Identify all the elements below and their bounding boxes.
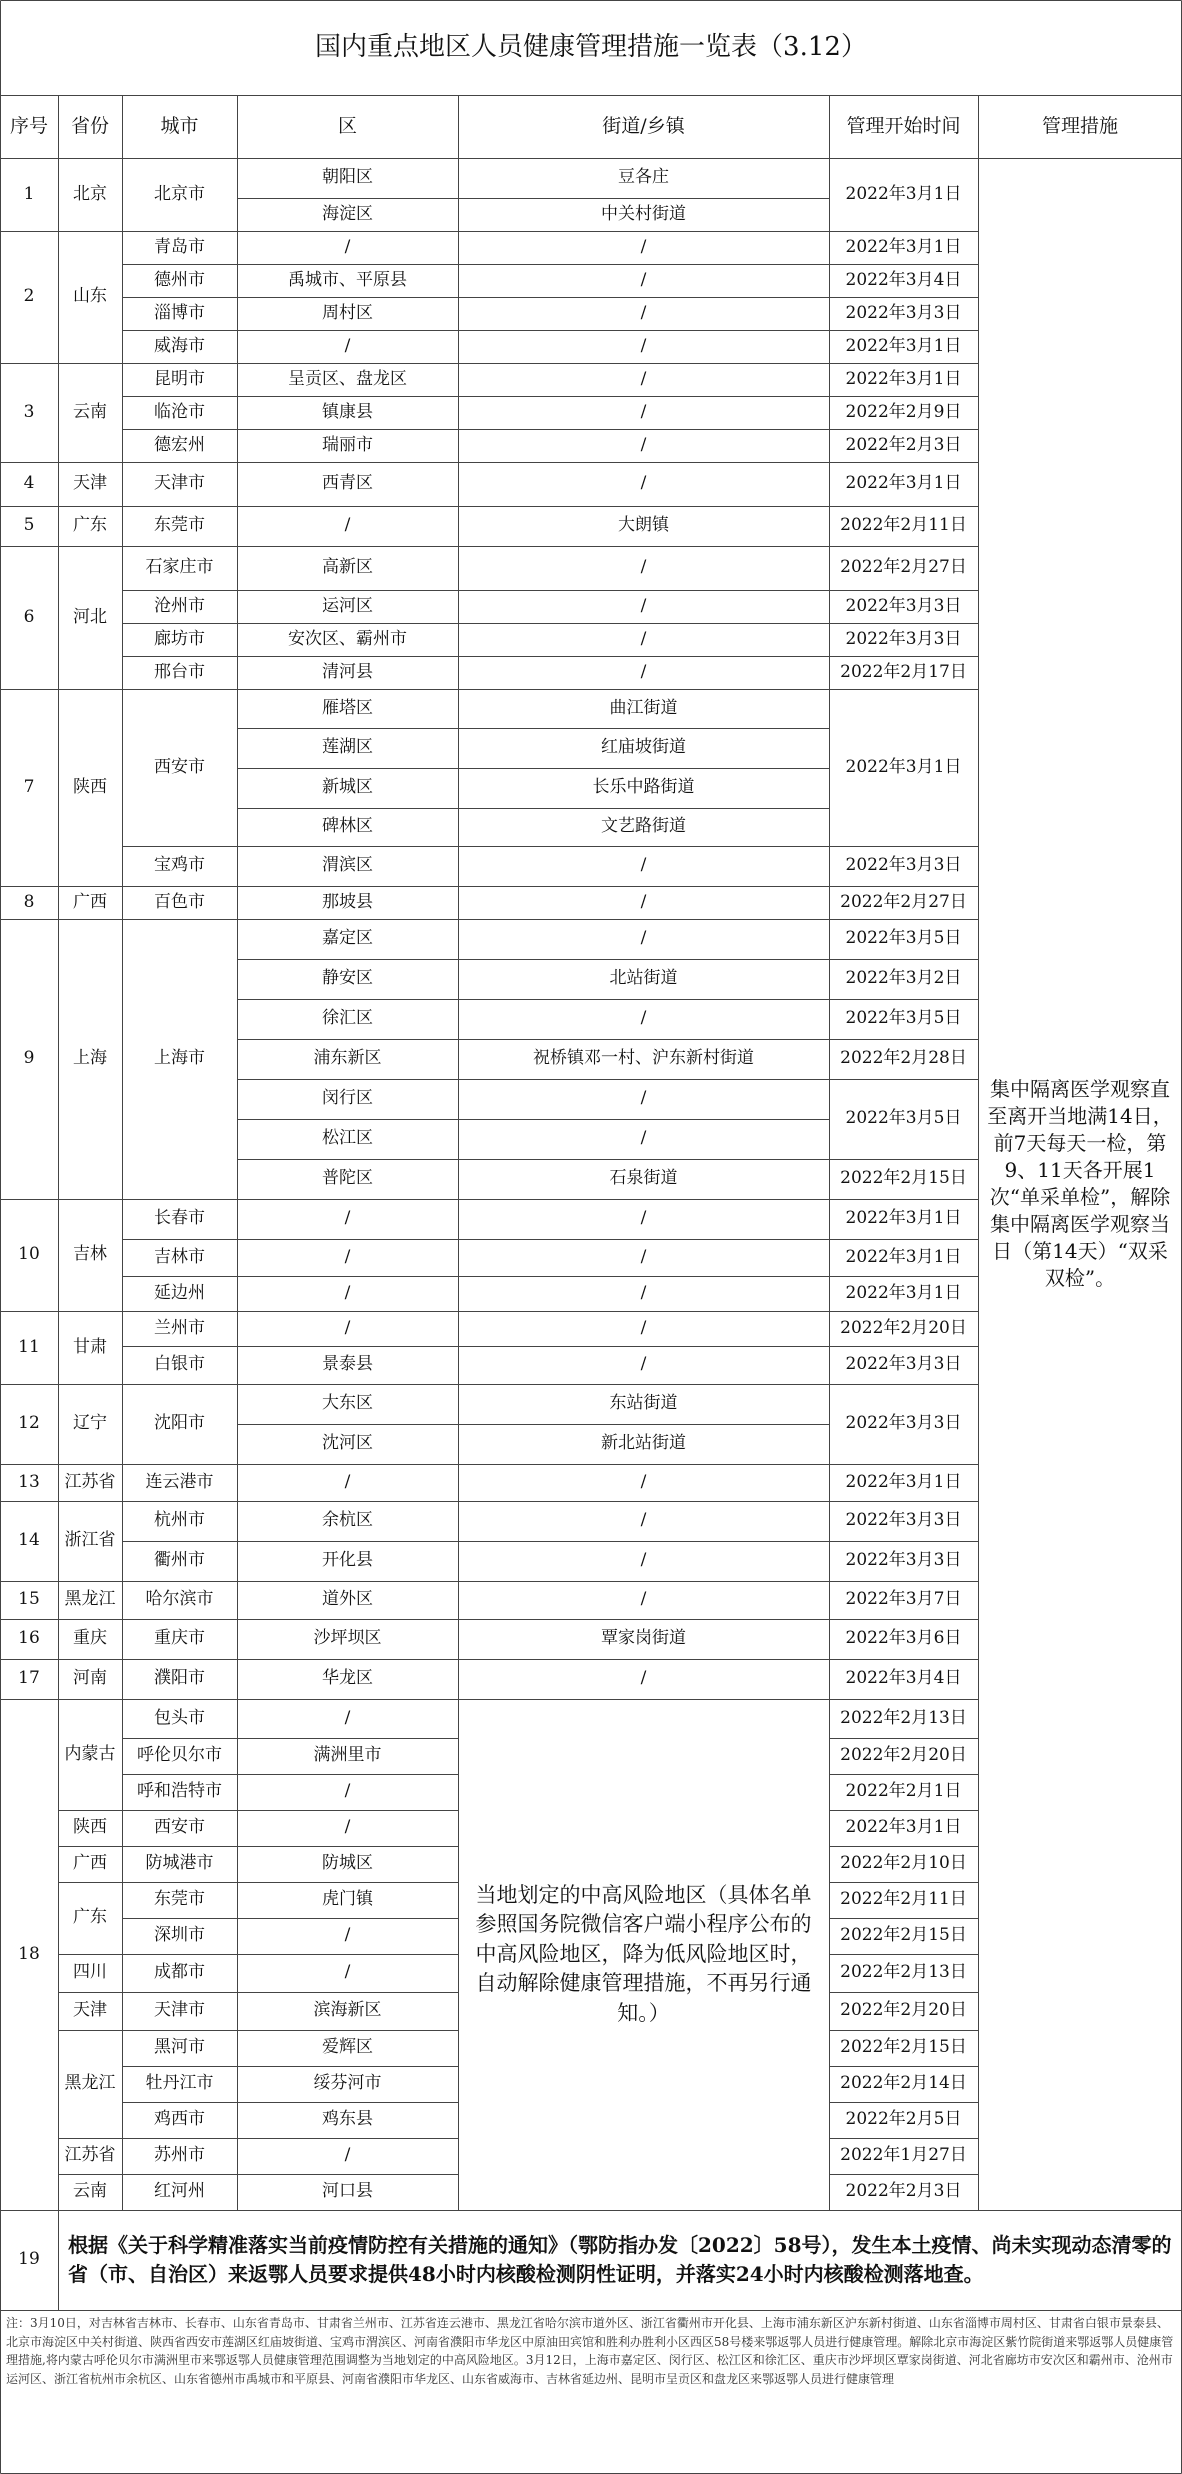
city-cell: 临沧市 bbox=[154, 401, 205, 422]
date-cell: 2022年1月27日 bbox=[840, 2145, 967, 2166]
city-cell: 呼和浩特市 bbox=[137, 1781, 222, 1802]
district-cell: 滨海新区 bbox=[313, 2000, 382, 2021]
city-cell: 牡丹江市 bbox=[145, 2073, 214, 2094]
date-cell: 2022年3月1日 bbox=[845, 756, 962, 777]
district-cell: 雁塔区 bbox=[322, 697, 373, 718]
date-cell: 2022年2月20日 bbox=[840, 2000, 967, 2021]
street-cell: 豆各庄 bbox=[618, 167, 669, 188]
city-cell: 延边州 bbox=[154, 1282, 205, 1303]
date-cell: 2022年2月3日 bbox=[845, 2181, 962, 2202]
city-cell: 防城港市 bbox=[145, 1853, 214, 1874]
district-cell: 鸡东县 bbox=[322, 2109, 373, 2130]
city-cell: 天津市 bbox=[154, 2000, 205, 2021]
district-cell: 沙坪坝区 bbox=[313, 1628, 382, 1649]
date-cell: 2022年2月17日 bbox=[840, 661, 967, 682]
row-index: 15 bbox=[18, 1589, 40, 1610]
province-cell: 上海 bbox=[73, 1048, 107, 1069]
date-cell: 2022年3月1日 bbox=[845, 368, 962, 389]
street-cell: 曲江街道 bbox=[609, 697, 678, 718]
city-cell: 深圳市 bbox=[154, 1925, 205, 1946]
row-index: 18 bbox=[18, 1943, 40, 1964]
street-cell: / bbox=[640, 595, 647, 616]
city-cell: 呼伦贝尔市 bbox=[137, 1745, 222, 1766]
street-cell: / bbox=[640, 1510, 647, 1531]
date-cell: 2022年3月4日 bbox=[845, 269, 962, 290]
date-cell: 2022年3月2日 bbox=[845, 968, 962, 989]
street-cell: / bbox=[640, 1354, 647, 1375]
province-cell: 江苏省 bbox=[64, 2145, 116, 2166]
header-start-date: 管理开始时间 bbox=[846, 114, 961, 137]
province-cell: 江苏省 bbox=[64, 1471, 116, 1492]
district-cell: 华龙区 bbox=[322, 1668, 373, 1689]
street-cell: 石泉街道 bbox=[609, 1168, 678, 1189]
district-cell: 绥芬河市 bbox=[313, 2073, 382, 2094]
province-cell: 广西 bbox=[73, 1853, 107, 1874]
province-cell: 广西 bbox=[73, 891, 107, 912]
date-cell: 2022年2月9日 bbox=[845, 401, 962, 422]
row-index: 6 bbox=[23, 606, 35, 627]
date-cell: 2022年3月5日 bbox=[845, 1108, 962, 1129]
street-cell: / bbox=[640, 1282, 647, 1303]
date-cell: 2022年3月1日 bbox=[845, 1282, 962, 1303]
district-cell: / bbox=[344, 1246, 351, 1267]
district-cell: / bbox=[344, 236, 351, 257]
province-cell: 天津 bbox=[73, 2000, 107, 2021]
district-cell: 爱辉区 bbox=[322, 2037, 373, 2058]
table-title: 国内重点地区人员健康管理措施一览表（3.12） bbox=[315, 32, 867, 63]
city-cell: 长春市 bbox=[154, 1208, 205, 1229]
district-cell: 周村区 bbox=[322, 302, 373, 323]
date-cell: 2022年3月7日 bbox=[845, 1589, 962, 1610]
row-index: 8 bbox=[23, 891, 35, 912]
street-cell: 中关村街道 bbox=[601, 203, 686, 224]
street-cell: / bbox=[640, 1246, 647, 1267]
row-index: 17 bbox=[18, 1668, 40, 1689]
street-cell: 红庙坡街道 bbox=[601, 737, 686, 758]
footnote: 注：3月10日，对吉林省吉林市、长春市、山东省青岛市、甘肃省兰州市、江苏省连云港市、黑龙江省哈尔滨市道外区、浙江省衢州市开化县、上海市浦东新区沪东新村街道、山东省淄博市周村区、甘肃省白银市景泰县、北京市海淀区中关村街道、陕西省西安市莲湖区红庙坡街道、宝鸡市渭滨区、河南省濮阳市华龙区中原油田宾馆和胜利办胜利小区西区58号楼来鄂返鄂人员进行健康管理。解除北京市海淀区紫竹院街道来鄂返鄂人员健康管理措施,将内蒙古呼伦贝尔市满洲里市来鄂返鄂人员健康管理范围调整为当地划定的中高风险地区。3月12日，上海市嘉定区、闵行区、松江区和徐汇区、重庆市沙坪坝区覃家岗街道、河北省廊坊市安次区和霸州市、沧州市运河区、浙江省杭州市余杭区、山东省德州市禹城市和平原县、河南省濮阳市华龙区、山东省威海市、吉林省延边州、昆明市呈贡区和盘龙区来鄂返鄂人员进行健康管理 bbox=[6, 2316, 1174, 2386]
city-cell: 青岛市 bbox=[154, 236, 205, 257]
province-cell: 云南 bbox=[73, 2181, 107, 2202]
street-cell: 东站街道 bbox=[609, 1393, 678, 1414]
date-cell: 2022年2月27日 bbox=[840, 557, 967, 578]
city-cell: 北京市 bbox=[154, 183, 205, 204]
row-index: 12 bbox=[18, 1413, 40, 1434]
date-cell: 2022年2月13日 bbox=[840, 1707, 967, 1728]
date-cell: 2022年3月3日 bbox=[845, 302, 962, 323]
city-cell: 廊坊市 bbox=[154, 628, 205, 649]
street-cell: / bbox=[640, 401, 647, 422]
date-cell: 2022年3月1日 bbox=[845, 473, 962, 494]
district-cell: 余杭区 bbox=[322, 1510, 373, 1531]
date-cell: 2022年2月13日 bbox=[840, 1962, 967, 1983]
date-cell: 2022年2月15日 bbox=[840, 1168, 967, 1189]
district-cell: 普陀区 bbox=[322, 1168, 373, 1189]
district-cell: 松江区 bbox=[322, 1128, 373, 1149]
street-cell: / bbox=[640, 1008, 647, 1029]
date-cell: 2022年3月3日 bbox=[845, 855, 962, 876]
district-cell: / bbox=[344, 1707, 351, 1728]
street-cell: / bbox=[640, 1668, 647, 1689]
street-cell: 长乐中路街道 bbox=[592, 777, 695, 798]
district-cell: 海淀区 bbox=[322, 203, 373, 224]
street-cell: / bbox=[640, 434, 647, 455]
row-index: 4 bbox=[23, 473, 35, 494]
street-cell: 覃家岗街道 bbox=[601, 1628, 686, 1649]
date-cell: 2022年2月11日 bbox=[840, 1889, 967, 1910]
city-cell: 红河州 bbox=[154, 2181, 205, 2202]
city-cell: 百色市 bbox=[154, 891, 205, 912]
row-index: 10 bbox=[18, 1244, 40, 1265]
street-cell: / bbox=[640, 928, 647, 949]
province-cell: 天津 bbox=[73, 473, 107, 494]
province-cell: 山东 bbox=[73, 286, 107, 307]
province-cell: 河北 bbox=[73, 606, 107, 627]
province-cell: 内蒙古 bbox=[64, 1743, 116, 1764]
street-cell: / bbox=[640, 855, 647, 876]
row-index: 14 bbox=[18, 1530, 40, 1551]
street-cell: / bbox=[640, 1128, 647, 1149]
row-index: 2 bbox=[23, 286, 35, 307]
city-cell: 苏州市 bbox=[154, 2145, 205, 2166]
province-cell: 广东 bbox=[73, 515, 107, 536]
city-cell: 吉林市 bbox=[154, 1246, 205, 1267]
city-cell: 连云港市 bbox=[145, 1471, 214, 1492]
district-cell: 碑林区 bbox=[322, 816, 373, 837]
header-measures: 管理措施 bbox=[1041, 114, 1118, 137]
row-index: 5 bbox=[23, 515, 35, 536]
district-cell: 大东区 bbox=[322, 1393, 373, 1414]
date-cell: 2022年2月11日 bbox=[840, 515, 967, 536]
city-cell: 天津市 bbox=[154, 473, 205, 494]
district-cell: 徐汇区 bbox=[322, 1008, 373, 1029]
province-cell: 重庆 bbox=[73, 1628, 107, 1649]
district-cell: 莲湖区 bbox=[322, 737, 373, 758]
date-cell: 2022年3月3日 bbox=[845, 1510, 962, 1531]
date-cell: 2022年3月5日 bbox=[845, 928, 962, 949]
district-cell: 西青区 bbox=[322, 473, 373, 494]
street-cell: 大朗镇 bbox=[618, 515, 669, 536]
date-cell: 2022年3月3日 bbox=[845, 1354, 962, 1375]
date-cell: 2022年2月1日 bbox=[845, 1781, 962, 1802]
date-cell: 2022年3月1日 bbox=[845, 236, 962, 257]
street-cell: 祝桥镇邓一村、沪东新村街道 bbox=[533, 1048, 754, 1069]
district-cell: 景泰县 bbox=[322, 1354, 373, 1375]
district-cell: 朝阳区 bbox=[322, 167, 373, 188]
street-cell: 文艺路街道 bbox=[601, 816, 686, 837]
province-cell: 陕西 bbox=[73, 776, 107, 797]
date-cell: 2022年2月10日 bbox=[840, 1853, 967, 1874]
row19-text: 根据《关于科学精准落实当前疫情防控有关措施的通知》（鄂防指办发〔2022〕58号），发生本土疫情、尚未实现动态清零的省（市、自治区）来返鄂人员要求提供48小时内核酸检测阴性证明，并落实24小时内核酸检测落地查。 bbox=[68, 2233, 1172, 2286]
date-cell: 2022年2月20日 bbox=[840, 1317, 967, 1338]
district-cell: 那坡县 bbox=[322, 891, 373, 912]
district-cell: 闵行区 bbox=[322, 1088, 373, 1109]
city-cell: 黑河市 bbox=[154, 2037, 205, 2058]
district-cell: 高新区 bbox=[322, 557, 373, 578]
province-cell: 北京 bbox=[73, 183, 107, 204]
date-cell: 2022年3月3日 bbox=[845, 1413, 962, 1434]
city-cell: 昆明市 bbox=[154, 368, 205, 389]
province-cell: 陕西 bbox=[73, 1817, 107, 1838]
row-index: 16 bbox=[18, 1628, 40, 1649]
city-cell: 西安市 bbox=[154, 756, 205, 777]
district-cell: / bbox=[344, 1817, 351, 1838]
street-cell: / bbox=[640, 1317, 647, 1338]
date-cell: 2022年2月14日 bbox=[840, 2073, 967, 2094]
row-index: 9 bbox=[23, 1048, 35, 1069]
district-cell: / bbox=[344, 335, 351, 356]
district-cell: 静安区 bbox=[322, 968, 373, 989]
date-cell: 2022年2月20日 bbox=[840, 1745, 967, 1766]
city-cell: 东莞市 bbox=[154, 1889, 205, 1910]
district-cell: / bbox=[344, 1781, 351, 1802]
row-index: 7 bbox=[23, 776, 35, 797]
city-cell: 德州市 bbox=[154, 269, 205, 290]
district-cell: 渭滨区 bbox=[322, 855, 373, 876]
date-cell: 2022年3月3日 bbox=[845, 595, 962, 616]
date-cell: 2022年3月1日 bbox=[845, 1817, 962, 1838]
district-cell: / bbox=[344, 1471, 351, 1492]
street-cell: / bbox=[640, 302, 647, 323]
date-cell: 2022年3月1日 bbox=[845, 183, 962, 204]
province-cell: 广东 bbox=[73, 1907, 107, 1928]
street-cell: / bbox=[640, 1550, 647, 1571]
province-cell: 河南 bbox=[73, 1668, 107, 1689]
street-cell: / bbox=[640, 1471, 647, 1492]
province-cell: 吉林 bbox=[73, 1244, 107, 1265]
header-province: 省份 bbox=[70, 114, 109, 137]
district-cell: 满洲里市 bbox=[313, 1745, 382, 1766]
district-cell: 浦东新区 bbox=[313, 1048, 382, 1069]
date-cell: 2022年3月6日 bbox=[845, 1628, 962, 1649]
province-cell: 甘肃 bbox=[73, 1336, 107, 1357]
city-cell: 德宏州 bbox=[154, 434, 205, 455]
date-cell: 2022年2月5日 bbox=[845, 2109, 962, 2130]
province-cell: 黑龙江 bbox=[64, 1589, 116, 1610]
district-cell: 呈贡区、盘龙区 bbox=[288, 368, 407, 389]
street-cell: / bbox=[640, 557, 647, 578]
district-cell: 新城区 bbox=[322, 777, 373, 798]
district-cell: / bbox=[344, 1925, 351, 1946]
date-cell: 2022年3月4日 bbox=[845, 1668, 962, 1689]
district-cell: 镇康县 bbox=[322, 401, 373, 422]
street-cell: / bbox=[640, 1088, 647, 1109]
district-cell: / bbox=[344, 1282, 351, 1303]
district-cell: 安次区、霸州市 bbox=[288, 628, 407, 649]
district-cell: 嘉定区 bbox=[322, 928, 373, 949]
street-cell: 北站街道 bbox=[609, 968, 678, 989]
street-cell: / bbox=[640, 891, 647, 912]
date-cell: 2022年2月27日 bbox=[840, 891, 967, 912]
row-index: 3 bbox=[23, 401, 35, 422]
date-cell: 2022年3月1日 bbox=[845, 1246, 962, 1267]
city-cell: 成都市 bbox=[154, 1962, 205, 1983]
province-cell: 浙江省 bbox=[64, 1530, 116, 1551]
date-cell: 2022年3月3日 bbox=[845, 1550, 962, 1571]
province-cell: 黑龙江 bbox=[64, 2073, 116, 2094]
row-index: 1 bbox=[23, 183, 35, 204]
street-cell: / bbox=[640, 368, 647, 389]
street-cell: / bbox=[640, 1589, 647, 1610]
district-cell: 河口县 bbox=[322, 2181, 373, 2202]
row19-index: 19 bbox=[18, 2249, 40, 2270]
city-cell: 兰州市 bbox=[154, 1317, 205, 1338]
city-cell: 石家庄市 bbox=[145, 557, 214, 578]
city-cell: 威海市 bbox=[154, 335, 205, 356]
district-cell: / bbox=[344, 1208, 351, 1229]
city-cell: 白银市 bbox=[154, 1354, 205, 1375]
district-cell: 运河区 bbox=[322, 595, 373, 616]
street-cell: 新北站街道 bbox=[601, 1433, 686, 1454]
city-cell: 宝鸡市 bbox=[154, 855, 205, 876]
city-cell: 西安市 bbox=[154, 1817, 205, 1838]
risk-area-text: 当地划定的中高风险地区（具体名单参照国务院微信客户端小程序公布的中高风险地区，降为低风险地区时，自动解除健康管理措施，不再另行通知。） bbox=[475, 1883, 812, 2025]
street-cell: / bbox=[640, 1208, 647, 1229]
district-cell: 防城区 bbox=[322, 1853, 373, 1874]
street-cell: / bbox=[640, 628, 647, 649]
header-city: 城市 bbox=[160, 114, 199, 137]
date-cell: 2022年3月1日 bbox=[845, 1208, 962, 1229]
date-cell: 2022年3月1日 bbox=[845, 1471, 962, 1492]
street-cell: / bbox=[640, 473, 647, 494]
date-cell: 2022年3月1日 bbox=[845, 335, 962, 356]
district-cell: 虎门镇 bbox=[322, 1889, 373, 1910]
date-cell: 2022年2月15日 bbox=[840, 1925, 967, 1946]
row-index: 11 bbox=[18, 1336, 40, 1357]
date-cell: 2022年2月3日 bbox=[845, 434, 962, 455]
date-cell: 2022年3月5日 bbox=[845, 1008, 962, 1029]
district-cell: / bbox=[344, 2145, 351, 2166]
city-cell: 上海市 bbox=[154, 1048, 205, 1069]
district-cell: / bbox=[344, 1962, 351, 1983]
header-index: 序号 bbox=[9, 114, 48, 137]
date-cell: 2022年2月15日 bbox=[840, 2037, 967, 2058]
city-cell: 哈尔滨市 bbox=[145, 1589, 214, 1610]
province-cell: 云南 bbox=[73, 401, 107, 422]
province-cell: 辽宁 bbox=[73, 1413, 107, 1434]
city-cell: 邢台市 bbox=[154, 661, 205, 682]
district-cell: 沈河区 bbox=[322, 1433, 373, 1454]
district-cell: / bbox=[344, 1317, 351, 1338]
city-cell: 沧州市 bbox=[154, 595, 205, 616]
district-cell: 道外区 bbox=[322, 1589, 373, 1610]
province-cell: 四川 bbox=[73, 1962, 107, 1983]
city-cell: 杭州市 bbox=[154, 1510, 205, 1531]
city-cell: 衢州市 bbox=[154, 1550, 205, 1571]
date-cell: 2022年3月3日 bbox=[845, 628, 962, 649]
street-cell: / bbox=[640, 335, 647, 356]
city-cell: 东莞市 bbox=[154, 515, 205, 536]
city-cell: 沈阳市 bbox=[154, 1413, 205, 1434]
measures-text: 集中隔离医学观察直至离开当地满14日，前7天每天一检，第9、11天各开展1次“单采单检”，解除集中隔离医学观察当日（第14天）“双采双检”。 bbox=[987, 1077, 1173, 1290]
city-cell: 濮阳市 bbox=[154, 1668, 205, 1689]
city-cell: 包头市 bbox=[154, 1707, 205, 1728]
street-cell: / bbox=[640, 269, 647, 290]
city-cell: 鸡西市 bbox=[154, 2109, 205, 2130]
district-cell: 瑞丽市 bbox=[322, 434, 373, 455]
district-cell: 禹城市、平原县 bbox=[288, 269, 407, 290]
header-street: 街道/乡镇 bbox=[602, 114, 685, 137]
city-cell: 重庆市 bbox=[154, 1628, 205, 1649]
district-cell: / bbox=[344, 515, 351, 536]
header-district: 区 bbox=[337, 114, 357, 137]
row-index: 13 bbox=[18, 1471, 40, 1492]
street-cell: / bbox=[640, 236, 647, 257]
district-cell: 开化县 bbox=[322, 1550, 373, 1571]
street-cell: / bbox=[640, 661, 647, 682]
district-cell: 清河县 bbox=[322, 661, 373, 682]
city-cell: 淄博市 bbox=[154, 302, 205, 323]
date-cell: 2022年2月28日 bbox=[840, 1048, 967, 1069]
